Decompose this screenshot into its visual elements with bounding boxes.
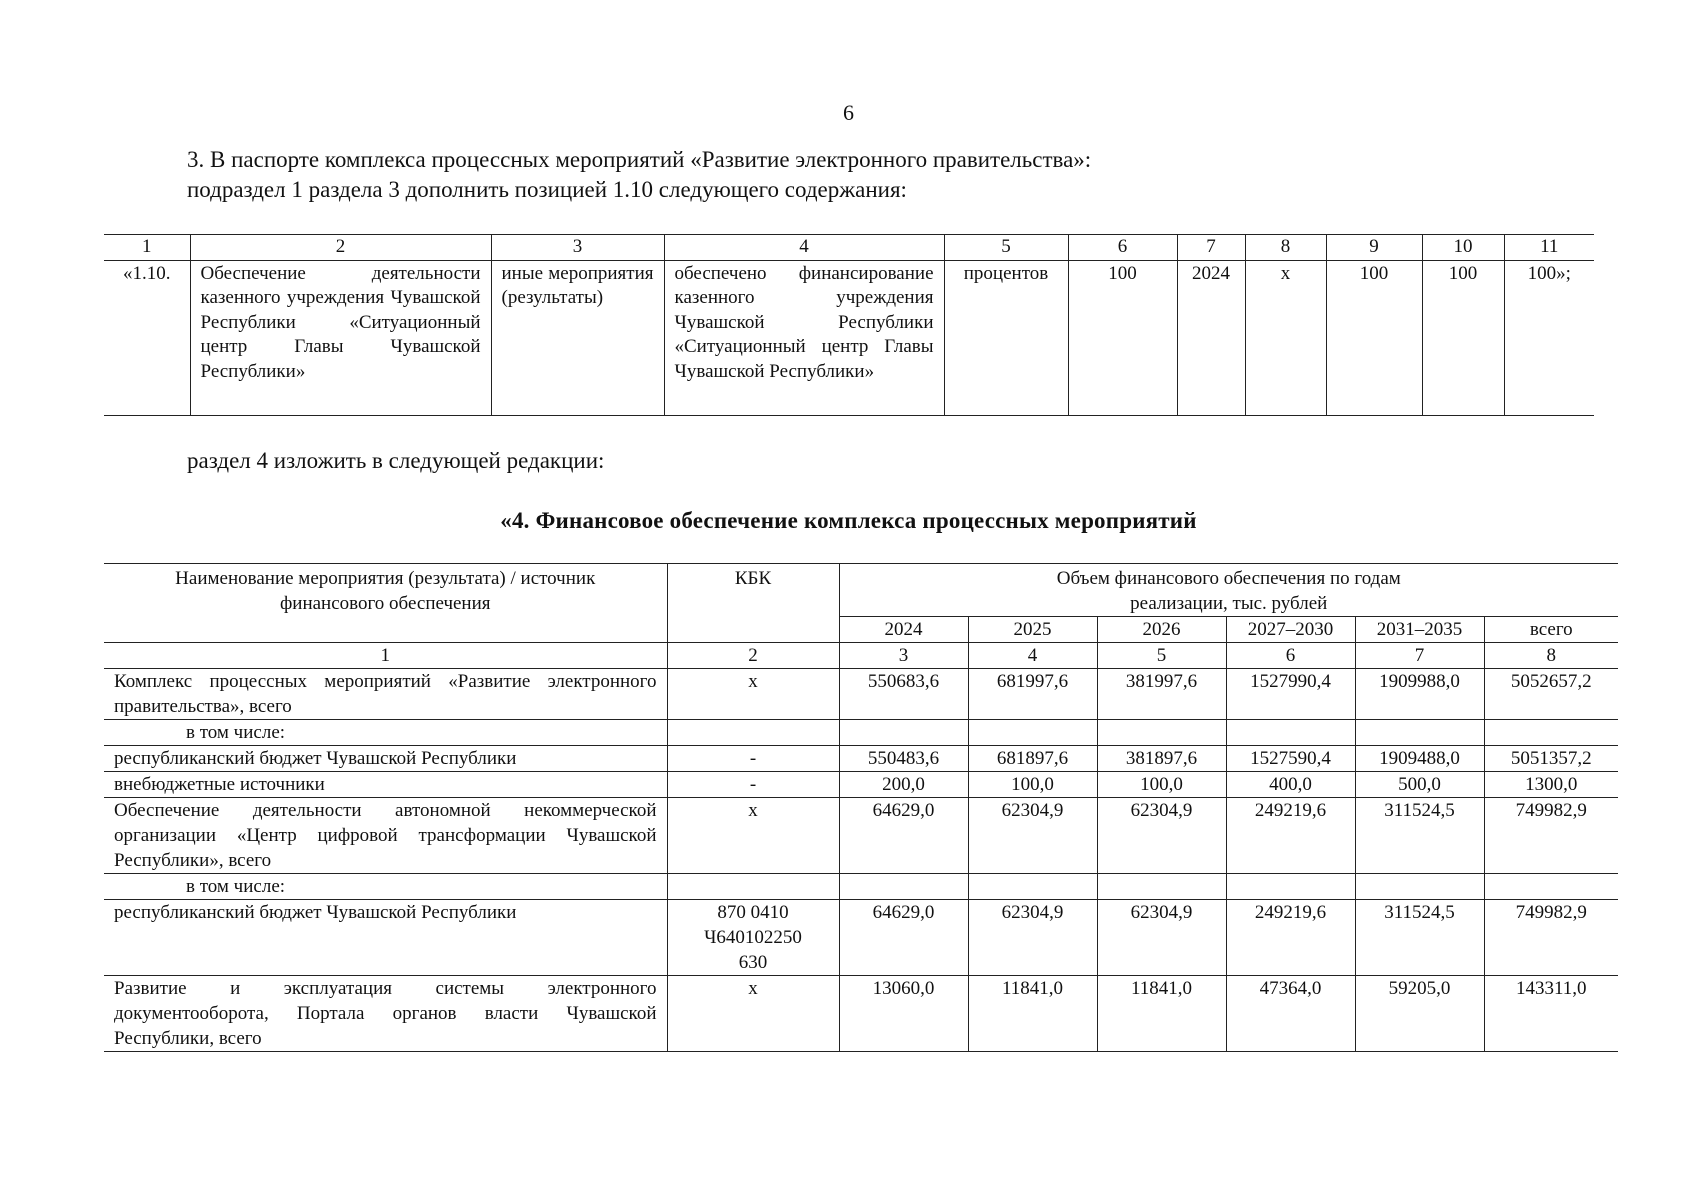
position-value: 100 — [1422, 260, 1504, 415]
col-number: 7 — [1177, 235, 1245, 261]
row-value: 681897,6 — [968, 746, 1097, 772]
row-name: республиканский бюджет Чувашской Республики — [104, 746, 667, 772]
col-number: 5 — [944, 235, 1068, 261]
row-value: 400,0 — [1226, 772, 1355, 798]
col-number: 4 — [664, 235, 944, 261]
row-value: 311524,5 — [1355, 798, 1484, 874]
col-number: 9 — [1326, 235, 1422, 261]
row-name: в том числе: — [104, 874, 667, 900]
row-value — [839, 720, 968, 746]
row-value: 11841,0 — [1097, 976, 1226, 1052]
row-name: внебюджетные источники — [104, 772, 667, 798]
row-kbk — [667, 720, 839, 746]
row-value: 62304,9 — [968, 798, 1097, 874]
row-value: 550683,6 — [839, 669, 968, 720]
row-kbk: х — [667, 798, 839, 874]
row-value — [968, 720, 1097, 746]
intro-line-1: 3. В паспорте комплекса процессных мероприятий «Развитие электронного правительства»: — [187, 147, 1092, 172]
row-value: 749982,9 — [1484, 900, 1618, 976]
row-value: 11841,0 — [968, 976, 1097, 1052]
row-value — [839, 874, 968, 900]
row-kbk: - — [667, 772, 839, 798]
position-value: х — [1245, 260, 1326, 415]
col-number: 8 — [1484, 643, 1618, 669]
row-kbk: х — [667, 669, 839, 720]
position-value: 100 — [1068, 260, 1177, 415]
row-name: Развитие и эксплуатация системы электронного документооборота, Портала органов власти Чувашской Республики, всего — [104, 976, 667, 1052]
year-header: 2031–2035 — [1355, 617, 1484, 643]
row-value: 500,0 — [1355, 772, 1484, 798]
col-number: 4 — [968, 643, 1097, 669]
table-row — [104, 669, 1618, 720]
row-value — [968, 874, 1097, 900]
position-table-header — [104, 235, 1594, 261]
col-number: 11 — [1504, 235, 1594, 261]
row-value: 5052657,2 — [1484, 669, 1618, 720]
position-unit: процентов — [944, 260, 1068, 415]
column-numbers-row — [104, 643, 1618, 669]
col-number: 2 — [190, 235, 491, 261]
row-name: в том числе: — [104, 720, 667, 746]
intro-line-2: подраздел 1 раздела 3 дополнить позицией 1.10 следующего содержания: — [187, 177, 907, 202]
position-value: 100»; — [1504, 260, 1594, 415]
position-type: иные мероприятия (результаты) — [491, 260, 664, 415]
row-value: 311524,5 — [1355, 900, 1484, 976]
row-name: республиканский бюджет Чувашской Республики — [104, 900, 667, 976]
row-value: 1527590,4 — [1226, 746, 1355, 772]
col-number: 10 — [1422, 235, 1504, 261]
table-row — [104, 900, 1618, 976]
page-number: 6 — [843, 100, 854, 125]
col-number: 3 — [839, 643, 968, 669]
row-value: 64629,0 — [839, 798, 968, 874]
year-header: 2026 — [1097, 617, 1226, 643]
position-name: Обеспечение деятельности казенного учреждения Чувашской Республики «Ситуационный центр Главы Чувашской Республики» — [190, 260, 491, 415]
row-value: 550483,6 — [839, 746, 968, 772]
row-value: 1909988,0 — [1355, 669, 1484, 720]
row-value — [1097, 874, 1226, 900]
col-number: 8 — [1245, 235, 1326, 261]
position-number: «1.10. — [104, 260, 190, 415]
row-value: 200,0 — [839, 772, 968, 798]
row-value: 249219,6 — [1226, 798, 1355, 874]
row-value: 62304,9 — [1097, 798, 1226, 874]
row-value: 249219,6 — [1226, 900, 1355, 976]
table-row — [104, 260, 1594, 415]
year-header: 2027–2030 — [1226, 617, 1355, 643]
row-value: 1300,0 — [1484, 772, 1618, 798]
row-kbk: - — [667, 746, 839, 772]
row-value: 1527990,4 — [1226, 669, 1355, 720]
row-value: 381897,6 — [1097, 746, 1226, 772]
position-year: 2024 — [1177, 260, 1245, 415]
col-number: 6 — [1068, 235, 1177, 261]
table-row — [104, 772, 1618, 798]
table-row — [104, 746, 1618, 772]
table-row — [104, 976, 1618, 1052]
row-value — [1226, 720, 1355, 746]
position-table — [104, 234, 1594, 416]
col-number: 2 — [667, 643, 839, 669]
row-value: 143311,0 — [1484, 976, 1618, 1052]
header-name: Наименование мероприятия (результата) / источник финансового обеспечения — [104, 564, 667, 643]
row-value — [1355, 874, 1484, 900]
col-number: 1 — [104, 235, 190, 261]
row-name: Обеспечение деятельности автономной некоммерческой организации «Центр цифровой трансформации Чувашской Республики», всего — [104, 798, 667, 874]
row-value: 681997,6 — [968, 669, 1097, 720]
row-value: 64629,0 — [839, 900, 968, 976]
section4-intro: раздел 4 изложить в следующей редакции: — [187, 448, 605, 473]
row-name: Комплекс процессных мероприятий «Развитие электронного правительства», всего — [104, 669, 667, 720]
year-header: 2025 — [968, 617, 1097, 643]
row-value: 749982,9 — [1484, 798, 1618, 874]
row-value — [1484, 720, 1618, 746]
table-row — [104, 874, 1618, 900]
row-value — [1484, 874, 1618, 900]
position-result: обеспечено финансирование казенного учреждения Чувашской Республики «Ситуационный центр Главы Чувашской Республики» — [664, 260, 944, 415]
table-row — [104, 720, 1618, 746]
col-number: 7 — [1355, 643, 1484, 669]
section4-heading: «4. Финансовое обеспечение комплекса процессных мероприятий — [500, 508, 1197, 533]
finance-header-row — [104, 564, 1618, 617]
row-value: 1909488,0 — [1355, 746, 1484, 772]
row-value: 100,0 — [1097, 772, 1226, 798]
row-value: 13060,0 — [839, 976, 968, 1052]
position-value: 100 — [1326, 260, 1422, 415]
row-value — [1097, 720, 1226, 746]
row-value — [1226, 874, 1355, 900]
kbk-line: 630 — [738, 952, 768, 973]
col-number: 5 — [1097, 643, 1226, 669]
row-value: 59205,0 — [1355, 976, 1484, 1052]
row-value — [1355, 720, 1484, 746]
header-volume: Объем финансового обеспечения по годам реализации, тыс. рублей — [839, 564, 1618, 617]
row-value: 47364,0 — [1226, 976, 1355, 1052]
finance-table — [104, 563, 1618, 1052]
row-kbk — [667, 900, 839, 976]
header-kbk: КБК — [667, 564, 839, 643]
year-header: всего — [1484, 617, 1618, 643]
col-number: 3 — [491, 235, 664, 261]
row-value: 62304,9 — [1097, 900, 1226, 976]
kbk-line: 870 0410 — [717, 902, 789, 923]
year-header: 2024 — [839, 617, 968, 643]
col-number: 6 — [1226, 643, 1355, 669]
row-kbk: х — [667, 976, 839, 1052]
row-value: 381997,6 — [1097, 669, 1226, 720]
col-number: 1 — [104, 643, 667, 669]
row-value: 5051357,2 — [1484, 746, 1618, 772]
table-row — [104, 798, 1618, 874]
row-value: 100,0 — [968, 772, 1097, 798]
kbk-line: Ч640102250 — [704, 927, 802, 948]
row-value: 62304,9 — [968, 900, 1097, 976]
row-kbk — [667, 874, 839, 900]
